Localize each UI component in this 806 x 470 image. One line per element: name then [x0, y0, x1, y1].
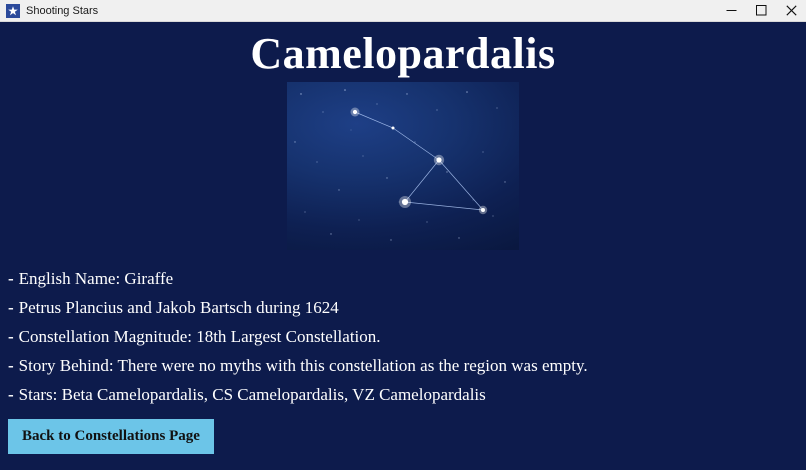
- close-icon: [786, 5, 797, 16]
- bullet-dash: -: [8, 297, 14, 317]
- back-button-container: [0, 409, 806, 455]
- bullet-dash: -: [8, 268, 14, 288]
- fact-text: Constellation Magnitude: 18th Largest Constellation.: [18, 326, 381, 346]
- constellation-image-container: [0, 82, 806, 250]
- list-item: [8, 293, 806, 322]
- app-content: [0, 22, 806, 470]
- fact-text: English Name: Giraffe: [18, 268, 174, 288]
- fact-text: Stars: Beta Camelopardalis, CS Camelopardalis, VZ Camelopardalis: [18, 384, 486, 404]
- bullet-dash: -: [8, 384, 14, 404]
- minimize-button[interactable]: [716, 0, 746, 22]
- window-title: Shooting Stars: [26, 4, 99, 17]
- back-to-constellations-button[interactable]: Back to Constellations Page: [8, 419, 214, 455]
- list-item: [8, 380, 806, 409]
- constellation-facts-list: [0, 264, 806, 409]
- camelopardalis-constellation-image: [287, 82, 519, 250]
- bullet-dash: -: [8, 355, 14, 375]
- fact-text: Petrus Plancius and Jakob Bartsch during 1624: [18, 297, 339, 317]
- maximize-button[interactable]: [746, 0, 776, 22]
- fact-text: Story Behind: There were no myths with this constellation as the region was empty.: [18, 355, 588, 375]
- close-button[interactable]: [776, 0, 806, 22]
- list-item: [8, 351, 806, 380]
- minimize-icon: [726, 5, 737, 16]
- page-title: Camelopardalis: [250, 29, 556, 78]
- list-item: [8, 322, 806, 351]
- app-star-icon: [6, 4, 20, 18]
- list-item: [8, 264, 806, 293]
- bullet-dash: -: [8, 326, 14, 346]
- maximize-icon: [756, 5, 767, 16]
- window-titlebar: [0, 0, 806, 22]
